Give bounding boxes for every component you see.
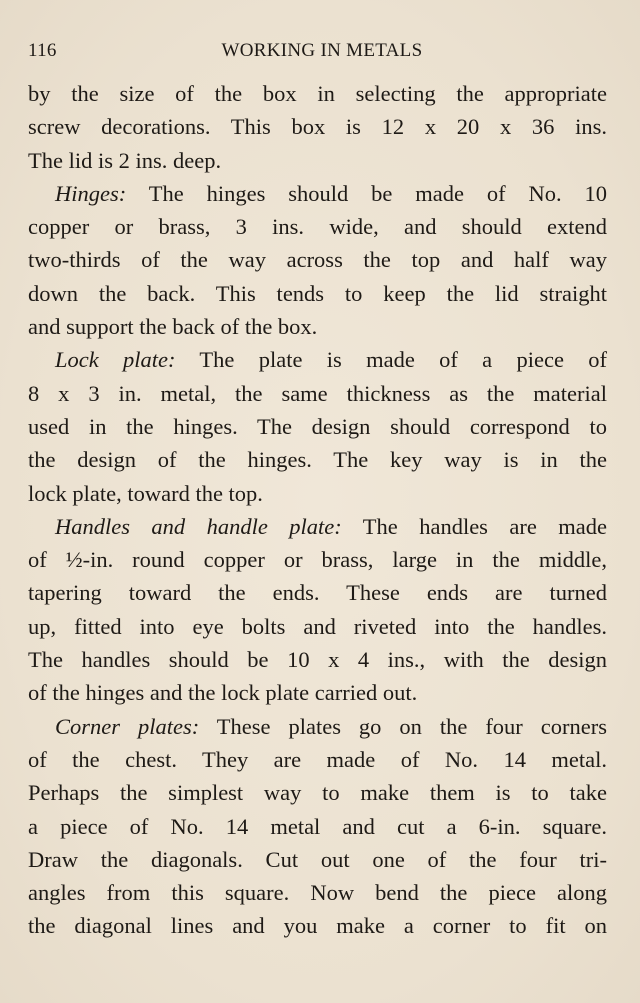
text-line: The handles should be 10 x 4 ins., with the design (28, 647, 607, 673)
text-line: angles from this square. Now bend the piece along (28, 880, 607, 906)
paragraph-heading-handles: Handles and handle plate: (55, 513, 342, 539)
page-header (28, 40, 608, 66)
text-line: used in the hinges. The design should correspond to (28, 413, 607, 439)
text-line: and support the back of the box. (28, 314, 318, 340)
text-line: a piece of No. 14 metal and cut a 6-in. square. (28, 813, 607, 839)
text-span: These plates go on the four corners (199, 713, 607, 739)
paragraph-heading-hinges: Hinges: (55, 180, 127, 206)
text-span: The hinges should be made of No. 10 (126, 180, 607, 206)
running-title: WORKING IN METALS (221, 40, 423, 61)
text-line: Perhaps the simplest way to make them is to take (28, 780, 607, 806)
text-line: the design of the hinges. The key way is in the (28, 447, 607, 473)
text-span: The plate is made of a piece of (175, 347, 607, 373)
text-line: two-thirds of the way across the top and half way (28, 247, 607, 273)
text-span: The handles are made (341, 513, 607, 539)
text-line: screw decorations. This box is 12 x 20 x 36 ins. (28, 114, 607, 140)
page-number: 116 (28, 40, 57, 61)
text-line: Draw the diagonals. Cut out one of the four tri- (28, 846, 607, 872)
paragraph-first-line (28, 510, 607, 543)
text-line: the diagonal lines and you make a corner to fit on (28, 913, 607, 939)
paragraph-first-line (28, 343, 607, 376)
text-line: up, fitted into eye bolts and riveted into the handles. (28, 613, 607, 639)
text-line: copper or brass, 3 ins. wide, and should extend (28, 214, 607, 240)
text-line: of the chest. They are made of No. 14 metal. (28, 746, 607, 772)
text-line: of ½-in. round copper or brass, large in the middle, (28, 547, 607, 573)
paragraph-first-line (28, 177, 607, 210)
paragraph-heading-lock-plate: Lock plate: (55, 347, 176, 373)
text-line: The lid is 2 ins. deep. (28, 147, 222, 173)
text-line: 8 x 3 in. metal, the same thickness as the material (28, 380, 607, 406)
text-line: tapering toward the ends. These ends are turned (28, 580, 607, 606)
text-line: of the hinges and the lock plate carried out. (28, 680, 418, 706)
paragraph-first-line (28, 710, 607, 743)
paragraph-heading-corner-plates: Corner plates: (55, 713, 200, 739)
text-line: down the back. This tends to keep the lid straight (28, 280, 607, 306)
page-body (28, 77, 607, 943)
text-line: lock plate, toward the top. (28, 480, 263, 506)
text-line: by the size of the box in selecting the appropriate (28, 81, 607, 106)
